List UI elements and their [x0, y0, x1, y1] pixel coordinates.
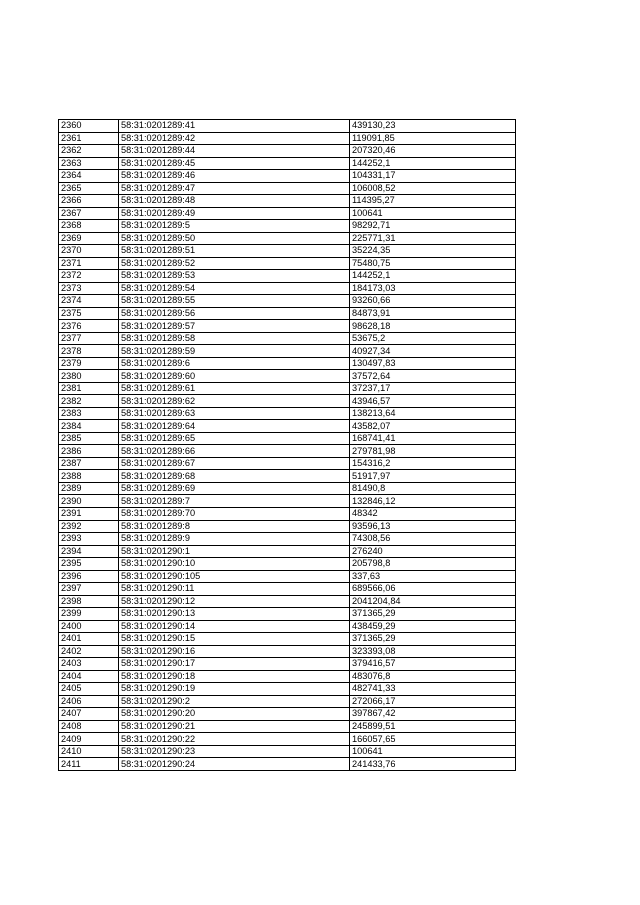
- cadastral-number-cell: 58:31:0201289:68: [119, 470, 350, 483]
- table-row: [59, 482, 516, 495]
- table-row: [59, 157, 516, 170]
- row-number-cell: 2399: [59, 608, 119, 621]
- table-body: [59, 120, 516, 771]
- table-row: [59, 220, 516, 233]
- cadastral-number-cell: 58:31:0201289:46: [119, 170, 350, 183]
- row-number-cell: 2379: [59, 357, 119, 370]
- cadastral-number-cell: 58:31:0201290:21: [119, 720, 350, 733]
- table-row: [59, 658, 516, 671]
- cadastral-number-cell: 58:31:0201289:5: [119, 220, 350, 233]
- cadastral-value-table: [58, 119, 516, 771]
- row-number-cell: 2405: [59, 683, 119, 696]
- value-cell: 154316,2: [350, 457, 516, 470]
- value-cell: 100641: [350, 745, 516, 758]
- value-cell: 337,63: [350, 570, 516, 583]
- cadastral-number-cell: 58:31:0201289:45: [119, 157, 350, 170]
- table-row: [59, 745, 516, 758]
- cadastral-number-cell: 58:31:0201289:61: [119, 382, 350, 395]
- row-number-cell: 2410: [59, 745, 119, 758]
- table-row: [59, 558, 516, 571]
- value-cell: 51917,97: [350, 470, 516, 483]
- cadastral-number-cell: 58:31:0201290:14: [119, 620, 350, 633]
- cadastral-number-cell: 58:31:0201289:44: [119, 145, 350, 158]
- table-row: [59, 195, 516, 208]
- value-cell: 166057,65: [350, 733, 516, 746]
- cadastral-number-cell: 58:31:0201290:16: [119, 645, 350, 658]
- row-number-cell: 2396: [59, 570, 119, 583]
- table-row: [59, 257, 516, 270]
- value-cell: 245899,51: [350, 720, 516, 733]
- value-cell: 225771,31: [350, 232, 516, 245]
- cadastral-number-cell: 58:31:0201290:10: [119, 558, 350, 571]
- cadastral-number-cell: 58:31:0201290:105: [119, 570, 350, 583]
- cadastral-number-cell: 58:31:0201289:53: [119, 270, 350, 283]
- cadastral-number-cell: 58:31:0201289:7: [119, 495, 350, 508]
- value-cell: 81490,8: [350, 482, 516, 495]
- table-row: [59, 633, 516, 646]
- value-cell: 482741,33: [350, 683, 516, 696]
- row-number-cell: 2372: [59, 270, 119, 283]
- table-row: [59, 182, 516, 195]
- row-number-cell: 2366: [59, 195, 119, 208]
- table-row: [59, 232, 516, 245]
- cadastral-number-cell: 58:31:0201289:48: [119, 195, 350, 208]
- value-cell: 144252,1: [350, 270, 516, 283]
- row-number-cell: 2369: [59, 232, 119, 245]
- table-row: [59, 645, 516, 658]
- table-row: [59, 407, 516, 420]
- value-cell: 106008,52: [350, 182, 516, 195]
- table-row: [59, 432, 516, 445]
- table-row: [59, 320, 516, 333]
- cadastral-number-cell: 58:31:0201290:17: [119, 658, 350, 671]
- table-row: [59, 470, 516, 483]
- value-cell: 439130,23: [350, 120, 516, 133]
- cadastral-number-cell: 58:31:0201289:50: [119, 232, 350, 245]
- table-row: [59, 708, 516, 721]
- table-row: [59, 695, 516, 708]
- cadastral-number-cell: 58:31:0201290:19: [119, 683, 350, 696]
- cadastral-number-cell: 58:31:0201289:58: [119, 332, 350, 345]
- value-cell: 689566,06: [350, 583, 516, 596]
- value-cell: 98292,71: [350, 220, 516, 233]
- table-row: [59, 720, 516, 733]
- row-number-cell: 2381: [59, 382, 119, 395]
- value-cell: 379416,57: [350, 658, 516, 671]
- table-row: [59, 370, 516, 383]
- table-row: [59, 382, 516, 395]
- value-cell: 114395,27: [350, 195, 516, 208]
- table-row: [59, 457, 516, 470]
- row-number-cell: 2394: [59, 545, 119, 558]
- table-row: [59, 207, 516, 220]
- cadastral-number-cell: 58:31:0201289:65: [119, 432, 350, 445]
- row-number-cell: 2384: [59, 420, 119, 433]
- value-cell: 53675,2: [350, 332, 516, 345]
- table-row: [59, 495, 516, 508]
- value-cell: 184173,03: [350, 282, 516, 295]
- row-number-cell: 2392: [59, 520, 119, 533]
- cadastral-number-cell: 58:31:0201289:60: [119, 370, 350, 383]
- row-number-cell: 2373: [59, 282, 119, 295]
- value-cell: 241433,76: [350, 758, 516, 771]
- value-cell: 100641: [350, 207, 516, 220]
- row-number-cell: 2403: [59, 658, 119, 671]
- cadastral-number-cell: 58:31:0201290:15: [119, 633, 350, 646]
- value-cell: 104331,17: [350, 170, 516, 183]
- cadastral-number-cell: 58:31:0201290:11: [119, 583, 350, 596]
- value-cell: 276240: [350, 545, 516, 558]
- row-number-cell: 2404: [59, 670, 119, 683]
- cadastral-number-cell: 58:31:0201289:62: [119, 395, 350, 408]
- table-row: [59, 132, 516, 145]
- cadastral-number-cell: 58:31:0201289:64: [119, 420, 350, 433]
- table-row: [59, 683, 516, 696]
- cadastral-number-cell: 58:31:0201289:57: [119, 320, 350, 333]
- table-row: [59, 345, 516, 358]
- cadastral-number-cell: 58:31:0201289:47: [119, 182, 350, 195]
- row-number-cell: 2408: [59, 720, 119, 733]
- table-row: [59, 445, 516, 458]
- value-cell: 279781,98: [350, 445, 516, 458]
- row-number-cell: 2380: [59, 370, 119, 383]
- value-cell: 438459,29: [350, 620, 516, 633]
- row-number-cell: 2387: [59, 457, 119, 470]
- row-number-cell: 2391: [59, 507, 119, 520]
- value-cell: 323393,08: [350, 645, 516, 658]
- cadastral-number-cell: 58:31:0201289:67: [119, 457, 350, 470]
- cadastral-number-cell: 58:31:0201289:41: [119, 120, 350, 133]
- value-cell: 272066,17: [350, 695, 516, 708]
- row-number-cell: 2411: [59, 758, 119, 771]
- value-cell: 397867,42: [350, 708, 516, 721]
- table-row: [59, 733, 516, 746]
- row-number-cell: 2364: [59, 170, 119, 183]
- cadastral-number-cell: 58:31:0201289:42: [119, 132, 350, 145]
- cadastral-number-cell: 58:31:0201289:69: [119, 482, 350, 495]
- row-number-cell: 2401: [59, 633, 119, 646]
- table-row: [59, 545, 516, 558]
- cadastral-number-cell: 58:31:0201289:56: [119, 307, 350, 320]
- value-cell: 207320,46: [350, 145, 516, 158]
- value-cell: 371365,29: [350, 633, 516, 646]
- table-row: [59, 282, 516, 295]
- cadastral-number-cell: 58:31:0201290:24: [119, 758, 350, 771]
- row-number-cell: 2363: [59, 157, 119, 170]
- table-row: [59, 357, 516, 370]
- value-cell: 35224,35: [350, 245, 516, 258]
- row-number-cell: 2382: [59, 395, 119, 408]
- cadastral-number-cell: 58:31:0201290:20: [119, 708, 350, 721]
- row-number-cell: 2389: [59, 482, 119, 495]
- row-number-cell: 2374: [59, 295, 119, 308]
- value-cell: 144252,1: [350, 157, 516, 170]
- value-cell: 2041204,84: [350, 595, 516, 608]
- row-number-cell: 2371: [59, 257, 119, 270]
- value-cell: 205798,8: [350, 558, 516, 571]
- table-row: [59, 420, 516, 433]
- cadastral-number-cell: 58:31:0201289:59: [119, 345, 350, 358]
- cadastral-number-cell: 58:31:0201289:63: [119, 407, 350, 420]
- row-number-cell: 2409: [59, 733, 119, 746]
- row-number-cell: 2390: [59, 495, 119, 508]
- table-row: [59, 270, 516, 283]
- row-number-cell: 2378: [59, 345, 119, 358]
- value-cell: 93596,13: [350, 520, 516, 533]
- cadastral-number-cell: 58:31:0201289:66: [119, 445, 350, 458]
- row-number-cell: 2386: [59, 445, 119, 458]
- table-row: [59, 120, 516, 133]
- row-number-cell: 2400: [59, 620, 119, 633]
- row-number-cell: 2361: [59, 132, 119, 145]
- row-number-cell: 2376: [59, 320, 119, 333]
- value-cell: 48342: [350, 507, 516, 520]
- value-cell: 130497,83: [350, 357, 516, 370]
- row-number-cell: 2375: [59, 307, 119, 320]
- value-cell: 483076,8: [350, 670, 516, 683]
- value-cell: 37237,17: [350, 382, 516, 395]
- row-number-cell: 2397: [59, 583, 119, 596]
- row-number-cell: 2398: [59, 595, 119, 608]
- table-row: [59, 583, 516, 596]
- table-row: [59, 758, 516, 771]
- cadastral-number-cell: 58:31:0201289:8: [119, 520, 350, 533]
- table-row: [59, 520, 516, 533]
- value-cell: 43946,57: [350, 395, 516, 408]
- row-number-cell: 2370: [59, 245, 119, 258]
- cadastral-number-cell: 58:31:0201290:18: [119, 670, 350, 683]
- row-number-cell: 2362: [59, 145, 119, 158]
- table-row: [59, 145, 516, 158]
- row-number-cell: 2395: [59, 558, 119, 571]
- table-row: [59, 533, 516, 546]
- table-row: [59, 395, 516, 408]
- cadastral-number-cell: 58:31:0201289:6: [119, 357, 350, 370]
- value-cell: 43582,07: [350, 420, 516, 433]
- table-row: [59, 245, 516, 258]
- value-cell: 138213,64: [350, 407, 516, 420]
- row-number-cell: 2368: [59, 220, 119, 233]
- value-cell: 84873,91: [350, 307, 516, 320]
- cadastral-number-cell: 58:31:0201289:54: [119, 282, 350, 295]
- row-number-cell: 2388: [59, 470, 119, 483]
- cadastral-number-cell: 58:31:0201289:49: [119, 207, 350, 220]
- table-row: [59, 295, 516, 308]
- row-number-cell: 2407: [59, 708, 119, 721]
- value-cell: 40927,34: [350, 345, 516, 358]
- row-number-cell: 2360: [59, 120, 119, 133]
- row-number-cell: 2367: [59, 207, 119, 220]
- value-cell: 37572,64: [350, 370, 516, 383]
- row-number-cell: 2377: [59, 332, 119, 345]
- cadastral-number-cell: 58:31:0201290:2: [119, 695, 350, 708]
- value-cell: 168741,41: [350, 432, 516, 445]
- row-number-cell: 2383: [59, 407, 119, 420]
- table-row: [59, 570, 516, 583]
- value-cell: 132846,12: [350, 495, 516, 508]
- cadastral-number-cell: 58:31:0201289:9: [119, 533, 350, 546]
- cadastral-number-cell: 58:31:0201290:12: [119, 595, 350, 608]
- cadastral-number-cell: 58:31:0201290:23: [119, 745, 350, 758]
- table-row: [59, 307, 516, 320]
- cadastral-number-cell: 58:31:0201289:70: [119, 507, 350, 520]
- table-row: [59, 670, 516, 683]
- cadastral-number-cell: 58:31:0201289:55: [119, 295, 350, 308]
- value-cell: 75480,75: [350, 257, 516, 270]
- cadastral-number-cell: 58:31:0201289:52: [119, 257, 350, 270]
- value-cell: 371365,29: [350, 608, 516, 621]
- table-row: [59, 595, 516, 608]
- row-number-cell: 2365: [59, 182, 119, 195]
- table-row: [59, 332, 516, 345]
- value-cell: 74308,56: [350, 533, 516, 546]
- value-cell: 98628,18: [350, 320, 516, 333]
- cadastral-number-cell: 58:31:0201290:13: [119, 608, 350, 621]
- cadastral-number-cell: 58:31:0201289:51: [119, 245, 350, 258]
- value-cell: 93260,66: [350, 295, 516, 308]
- cadastral-number-cell: 58:31:0201290:22: [119, 733, 350, 746]
- row-number-cell: 2385: [59, 432, 119, 445]
- row-number-cell: 2402: [59, 645, 119, 658]
- table-row: [59, 620, 516, 633]
- table-row: [59, 170, 516, 183]
- cadastral-number-cell: 58:31:0201290:1: [119, 545, 350, 558]
- value-cell: 119091,85: [350, 132, 516, 145]
- row-number-cell: 2406: [59, 695, 119, 708]
- table-row: [59, 507, 516, 520]
- table-row: [59, 608, 516, 621]
- row-number-cell: 2393: [59, 533, 119, 546]
